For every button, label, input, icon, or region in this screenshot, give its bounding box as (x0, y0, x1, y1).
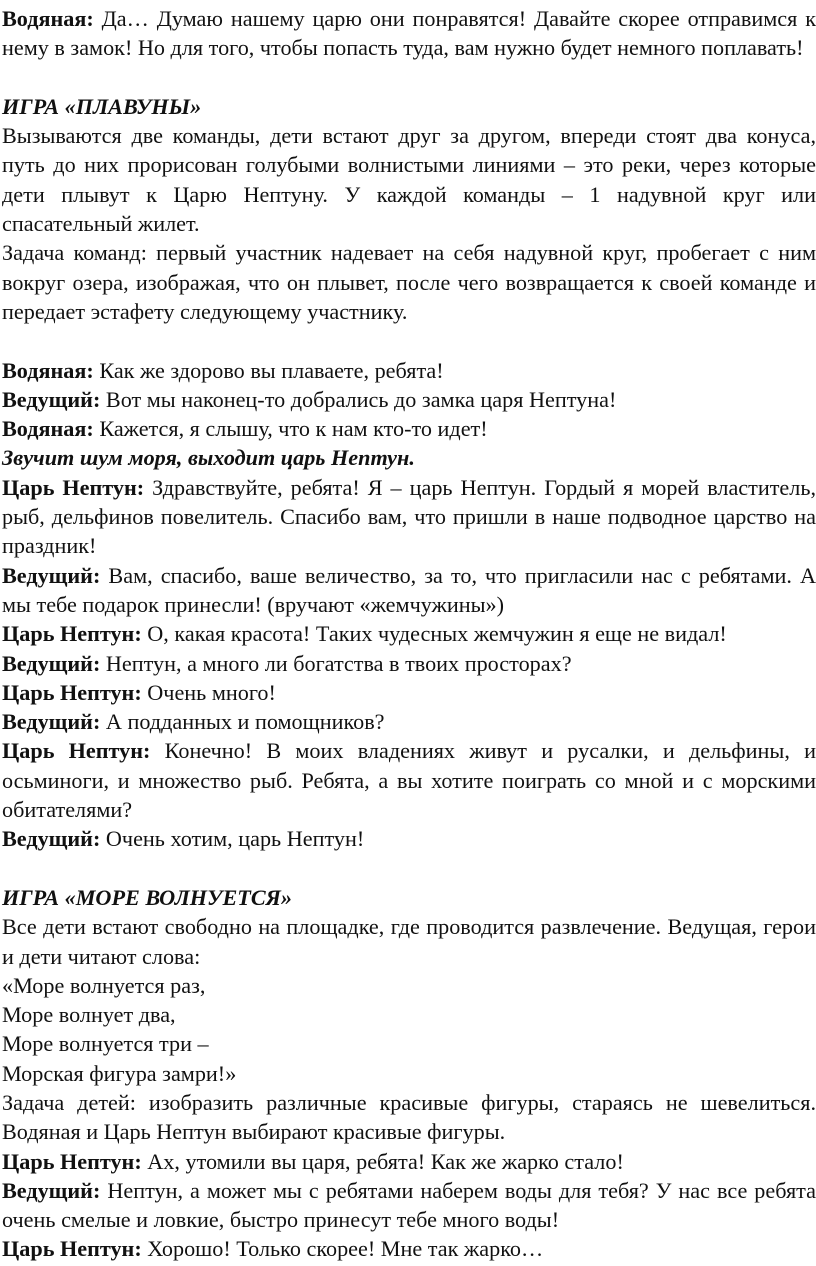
dialogue-line (2, 736, 816, 824)
game-description: Все дети встают свободно на площадке, где проводится развлечение. Ведущая, герои и дети читают слова: (2, 914, 816, 969)
speaker-name: Царь Нептун: (2, 474, 145, 500)
dialogue-line (2, 4, 816, 63)
line-text: Вот мы наконец-то добрались до замка царя Нептуна! (100, 386, 617, 412)
dialogue-line (2, 1234, 816, 1263)
game-title: ИГРА «МОРЕ ВОЛНУЕТСЯ» (2, 884, 293, 910)
dialogue-line (2, 1176, 816, 1235)
game-task: Задача детей: изобразить различные красивые фигуры, стараясь не шевелиться. Водяная и Царь Нептун выбирают красивые фигуры. (2, 1089, 816, 1145)
speaker-name: Царь Нептун: (2, 679, 142, 705)
speaker-name: Царь Нептун: (2, 1236, 142, 1262)
dialogue-line (2, 619, 816, 648)
dialogue-line (2, 561, 816, 620)
game-description: Вызываются две команды, дети встают друг за другом, впереди стоят два конуса, путь до них прорисован голубыми волнистыми линиями – это реки, через которые дети плывут к Царю Нептуну. У каждой команды – 1 надувной круг или спасательный жилет. (2, 123, 816, 237)
speaker-name: Водяная: (2, 416, 94, 442)
spacer (2, 63, 816, 92)
poem-line: Море волнуется три – (2, 1031, 209, 1057)
speaker-name: Царь Нептун: (2, 1148, 142, 1174)
stage-direction: Звучит шум моря, выходит царь Нептун. (2, 445, 415, 471)
dialogue-line (2, 473, 816, 561)
dialogue-line (2, 356, 816, 385)
speaker-name: Царь Нептун: (2, 621, 142, 647)
speaker-name: Царь Нептун: (2, 738, 151, 764)
dialogue-line (2, 385, 816, 414)
speaker-name: Ведущий: (2, 709, 101, 735)
speaker-name: Ведущий: (2, 650, 101, 676)
dialogue-line (2, 707, 816, 736)
poem-line: «Море волнуется раз, (2, 972, 206, 998)
line-text: Очень много! (141, 679, 276, 705)
speaker-name: Водяная: (2, 6, 94, 31)
speaker-name: Ведущий: (2, 1177, 101, 1203)
spacer (2, 854, 816, 883)
line-text: Конечно! В моих владениях живут и русалки, и дельфины, и осьминоги, и множество рыб. Ребята, а вы хотите поиграть со мной и с морскими обитателями? (2, 738, 816, 823)
speaker-name: Ведущий: (2, 386, 101, 412)
speaker-name: Ведущий: (2, 826, 101, 852)
line-text: Здравствуйте, ребята! Я – царь Нептун. Гордый я морей властитель, рыб, дельфинов повелитель. Спасибо вам, что пришли в наше подводное царство на праздник! (2, 474, 816, 559)
line-text: Очень хотим, царь Нептун! (100, 826, 365, 852)
line-text: Кажется, я слышу, что к нам кто-то идет! (93, 416, 488, 442)
line-text: О, какая красота! Таких чудесных жемчужин я еще не видал! (141, 621, 727, 647)
line-text: Ах, утомили вы царя, ребята! Как же жарко стало! (141, 1148, 624, 1174)
line-text: Нептун, а много ли богатства в твоих просторах? (100, 650, 572, 676)
poem-line: Морская фигура замри!» (2, 1060, 237, 1086)
game-title: ИГРА «ПЛАВУНЫ» (2, 93, 202, 119)
dialogue-line (2, 678, 816, 707)
dialogue-line (2, 414, 816, 443)
line-text: Хорошо! Только скорее! Мне так жарко… (141, 1236, 544, 1262)
dialogue-line (2, 649, 816, 678)
spacer (2, 326, 816, 355)
speaker-name: Водяная: (2, 357, 94, 383)
line-text: Да… Думаю нашему царю они понравятся! Давайте скорее отправимся к нему в замок! Но для того, чтобы попасть туда, вам нужно будет немного поплавать! (2, 6, 816, 61)
dialogue-line (2, 1147, 816, 1176)
game-task: Задача команд: первый участник надевает на себя надувной круг, пробегает с ним вокруг озера, изображая, что он плывет, после чего возвращается к своей команде и передает эстафету следующему участнику. (2, 240, 816, 324)
poem-line: Море волнует два, (2, 1002, 176, 1028)
line-text: Вам, спасибо, ваше величество, за то, что пригласили нас с ребятами. А мы тебе подарок принесли! (вручают «жемчужины») (2, 562, 816, 617)
line-text: Нептун, а может мы с ребятами наберем воды для тебя? У нас все ребята очень смелые и ловкие, быстро принесут тебе много воды! (2, 1177, 816, 1233)
line-text: Как же здорово вы плаваете, ребята! (93, 357, 444, 383)
dialogue-line (2, 824, 816, 853)
speaker-name: Ведущий: (2, 562, 101, 588)
line-text: А подданных и помощников? (100, 709, 385, 735)
